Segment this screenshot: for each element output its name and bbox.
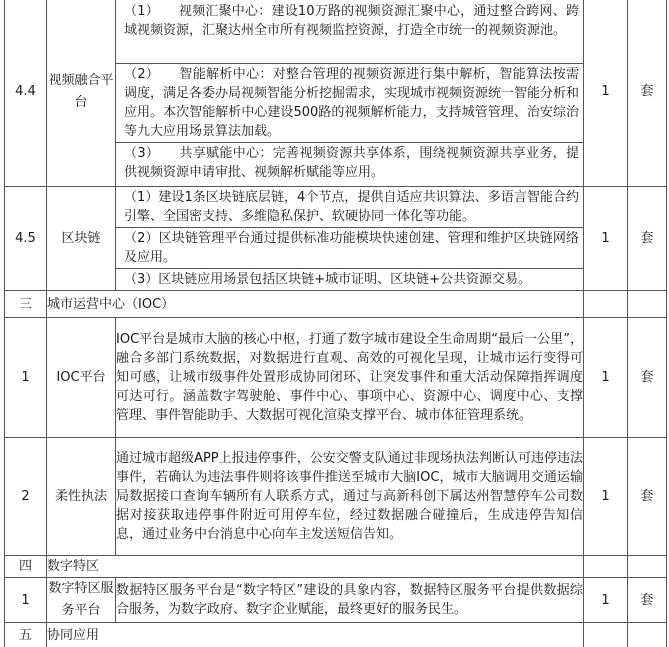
description-item: （2） 智能解析中心：对整合管理的视频资源进行集中解析，智能算法按需调度，满足各委办局视频智能分析挖掘需求，实现城市视频资源统一智能分析和应用。本次智能解析中心建设500路的视频解析能力，支持城管管理、治安综治等九大应用场景算法加载。: [116, 64, 583, 143]
description-item: （2）区块链管理平台通过提供标准功能模块快速创建、管理和维护区块链网络及应用。: [116, 228, 583, 269]
unit: 套: [628, 318, 667, 438]
row-number: 4.5: [5, 187, 47, 291]
section-number: 五: [5, 623, 47, 647]
row-number: 2: [5, 438, 47, 556]
item-description: 数据特区服务平台是“数字特区”建设的具象内容，数据特区服务平台提供数据综合服务，为数字政府、数字企业赋能，最终更好的服务民生。: [116, 578, 584, 623]
section-number: 四: [5, 556, 47, 578]
section-title: 协同应用: [47, 623, 584, 647]
quantity: 1: [584, 187, 628, 291]
table-row: [5, 438, 667, 556]
section-title: 城市运营中心（IOC）: [47, 291, 584, 318]
description-item: （1） 视频汇聚中心：建设10万路的视频资源汇聚中心，通过整合跨网、跨域视频资源，汇聚达州全市所有视频监控资源，打造全市统一的视频资源池。: [116, 1, 583, 64]
item-description: IOC平台是城市大脑的核心中枢，打通了数字城市建设全生命周期“最后一公里”，融合多部门系统数据，对数据进行直观、高效的可视化呈现，让城市运行变得可知可感，让城市级事件处置形成协同闭环、让突发事件和重大活动保障指挥调度可达可行。涵盖数字驾驶舱、事件中心、事项中心、资源中心、调度中心、支撑管理、事件智能助手、大数据可视化渲染支撑平台、城市体征管理系统。: [116, 318, 584, 438]
quantity: 1: [584, 438, 628, 556]
section-number: 三: [5, 291, 47, 318]
table-row: [5, 0, 667, 187]
table-row: [5, 187, 667, 291]
description-item: （3）区块链应用场景包括区块链+城市证明、区块链+公共资源交易。: [124, 272, 532, 287]
item-name: 数字特区服务平台: [47, 578, 116, 623]
item-description: 通过城市超级APP上报违停事件，公安交警支队通过非现场执法判断认可违停违法事件，若确认为违法事件则将该事件推送至城市大脑IOC，城市大脑调用交通运输局数据接口查询车辆所有人联系方式，通过与高新科创下属达州智慧停车公司数据对接获取违停事件附近可用停车位，经过数据融合碰撞后，生成违停告知信息，通过业务中台消息中心向车主发送短信告知。: [116, 438, 584, 556]
row-number: 4.4: [5, 0, 47, 187]
procurement-table: [4, 0, 667, 647]
table-row: [5, 318, 667, 438]
row-number: 1: [5, 578, 47, 623]
quantity: 1: [584, 318, 628, 438]
quantity: 1: [584, 0, 628, 187]
item-name: 视频融合平台: [47, 0, 116, 187]
item-description: [116, 187, 584, 291]
item-name: 区块链: [47, 187, 116, 291]
unit: 套: [628, 187, 667, 291]
unit: 套: [628, 438, 667, 556]
table-row: [5, 578, 667, 623]
section-row: [5, 623, 667, 647]
unit: 套: [628, 578, 667, 623]
description-item: （3） 共享赋能中心：完善视频资源共享体系，围绕视频资源共享业务，提供视频资源申请审批、视频解析赋能等应用。: [124, 145, 579, 180]
section-row: [5, 291, 667, 318]
row-number: 1: [5, 318, 47, 438]
item-description: [116, 0, 584, 187]
item-name: 柔性执法: [47, 438, 116, 556]
item-name: IOC平台: [47, 318, 116, 438]
section-title: 数字特区: [47, 556, 584, 578]
quantity: 1: [584, 578, 628, 623]
section-row: [5, 556, 667, 578]
unit: 套: [628, 0, 667, 187]
description-item: （1）建设1条区块链底层链，4个节点，提供自适应共识算法、多语言智能合约引擎、全国密支持、多维隐私保护、软硬协同一体化等功能。: [116, 187, 583, 228]
